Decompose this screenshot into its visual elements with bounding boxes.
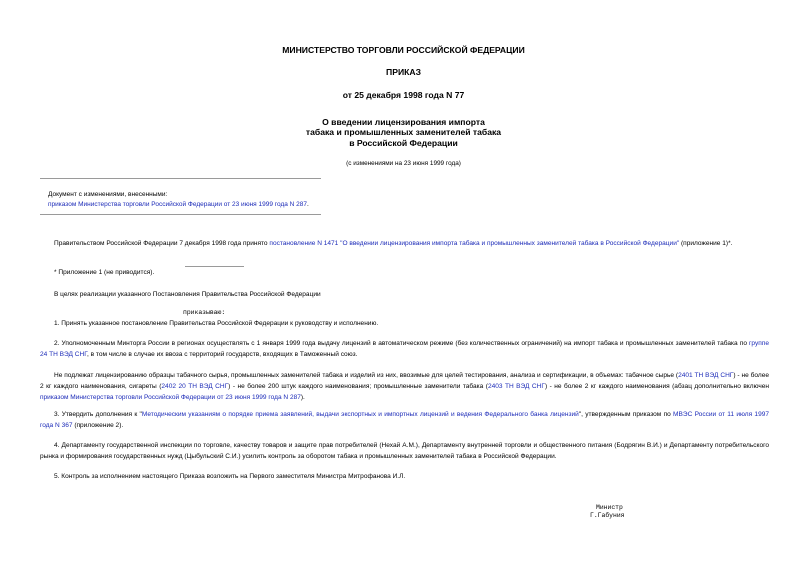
item-1 [40,318,769,329]
document-type: ПРИКАЗ [386,67,421,77]
item-2 [40,338,769,360]
methodical-guidelines-link[interactable]: Методическим указаниям о порядке приема заявлений, выдачи экспортных и импортных лицензий и ведения Федерального банка лицензий [141,411,579,418]
footnote [40,267,769,278]
changes-note: (с изменениями на 23 июня 1999 года) [346,160,461,167]
exemption-text-c: ) - не более 200 штук каждого наименования; промышленные заменители табака ( [228,383,488,391]
document-title-line-1: О введении лицензирования импорта [322,117,485,127]
item-2-text-b: , в том числе в случае их ввоза с территорий государств, входящих в Таможенный союз. [86,351,358,359]
document-title-line-2: табака и промышленных заменителей табака [305,127,502,137]
purpose-text: В целях реализации указанного Постановления Правительства Российской Федерации [54,291,321,298]
changes-box-amendment [48,200,309,209]
item-5-text: 5. Контроль за исполнением настоящего Приказа возложить на Первого заместителя Министра Митрофанова И.Л. [54,473,406,480]
changes-box-top-rule [40,178,321,179]
signature-name: Г.Габуния [590,512,625,519]
document-title-line-3: в Российской Федерации [349,138,458,148]
tn-ved-group-24-link[interactable]: группе 24 ТН ВЭД СНГ [40,340,769,359]
purpose-paragraph [40,289,769,300]
item-2-exemption [40,370,769,404]
amendment-link-tail: . [307,201,309,208]
preamble-text-a: Правительством Российской Федерации 7 декабря 1998 года принято [54,240,270,247]
orders-word: приказываю: [183,309,226,316]
changes-box-bottom-rule [40,214,321,215]
changes-box-caption: Документ с изменениями, внесенными: [48,191,168,198]
exemption-text-a: Не подлежат лицензированию образцы табачного сырья, промышленных заменителей табака и изделий из них, ввозимые для целей тестирования, анализа и сертификации, в объемах: табачное сырье ( [54,372,679,379]
preamble-paragraph [40,238,769,249]
amendment-order-link[interactable]: приказом Министерства торговли Российской Федерации от 23 июня 1999 года N 287 [48,201,308,208]
tn-ved-2403-link[interactable]: 2403 ТН ВЭД СНГ [487,383,545,391]
document-date-number: от 25 декабря 1998 года N 77 [342,90,465,100]
item-4 [40,440,769,462]
mves-order-link[interactable]: МВЭС России от 11 июля 1997 года N 367 [40,411,769,430]
item-2-text-a: 2. Уполномоченным Минторга России в регионах осуществлять с 1 января 1999 года выдачу лицензий в автоматическом режиме (без количественных ограничений) на импорт табака и промышленных заменителей табака по [54,340,750,347]
exemption-text-b: ) - не более 2 кг каждого наименования, сигареты ( [40,372,769,391]
preamble-text-b: (приложение 1)*. [679,240,733,247]
signature-position: Министр [596,504,623,511]
exemption-text-d: ) - не более 2 кг каждого наименования (абзац дополнительно включен [544,383,769,391]
ministry-name: МИНИСТЕРСТВО ТОРГОВЛИ РОССИЙСКОЙ ФЕДЕРАЦИИ [282,45,525,55]
footnote-text: * Приложение 1 (не приводится). [54,269,155,276]
item-5 [40,471,769,482]
item-1-text: 1. Принять указанное постановление Правительства Российской Федерации к руководству и исполнению. [54,320,379,327]
tn-ved-2401-link[interactable]: 2401 ТН ВЭД СНГ [678,372,734,379]
government-resolution-link[interactable]: постановление N 1471 "О введении лицензирования импорта табака и промышленных заменителей табака в Российской Федерации" [269,240,680,247]
amendment-order-inline-link[interactable]: приказом Министерства торговли Российской Федерации от 23 июня 1999 года N 287 [40,394,301,402]
item-3-text-a: 3. Утвердить дополнения к " [54,411,142,418]
exemption-text-e: ). [300,394,305,402]
item-3-text-c: (приложение 2). [72,422,124,430]
item-4-text: 4. Департаменту государственной инспекции по торговле, качеству товаров и защите прав потребителей (Нехай А.М.), Департаменту внутренней торговли и общественного питания (Бодрягин В.И.) и Департаменту потребительского рынка и формирования государственных нужд (Цыбульский С.И.) усилить контроль за оборотом табака и промышленных заменителей табака в Российской Федерации. [40,442,769,461]
tn-ved-240220-link[interactable]: 2402 20 ТН ВЭД СНГ [161,383,229,391]
item-3 [40,409,769,431]
item-3-text-b: ", утвержденным приказом по [578,411,674,418]
